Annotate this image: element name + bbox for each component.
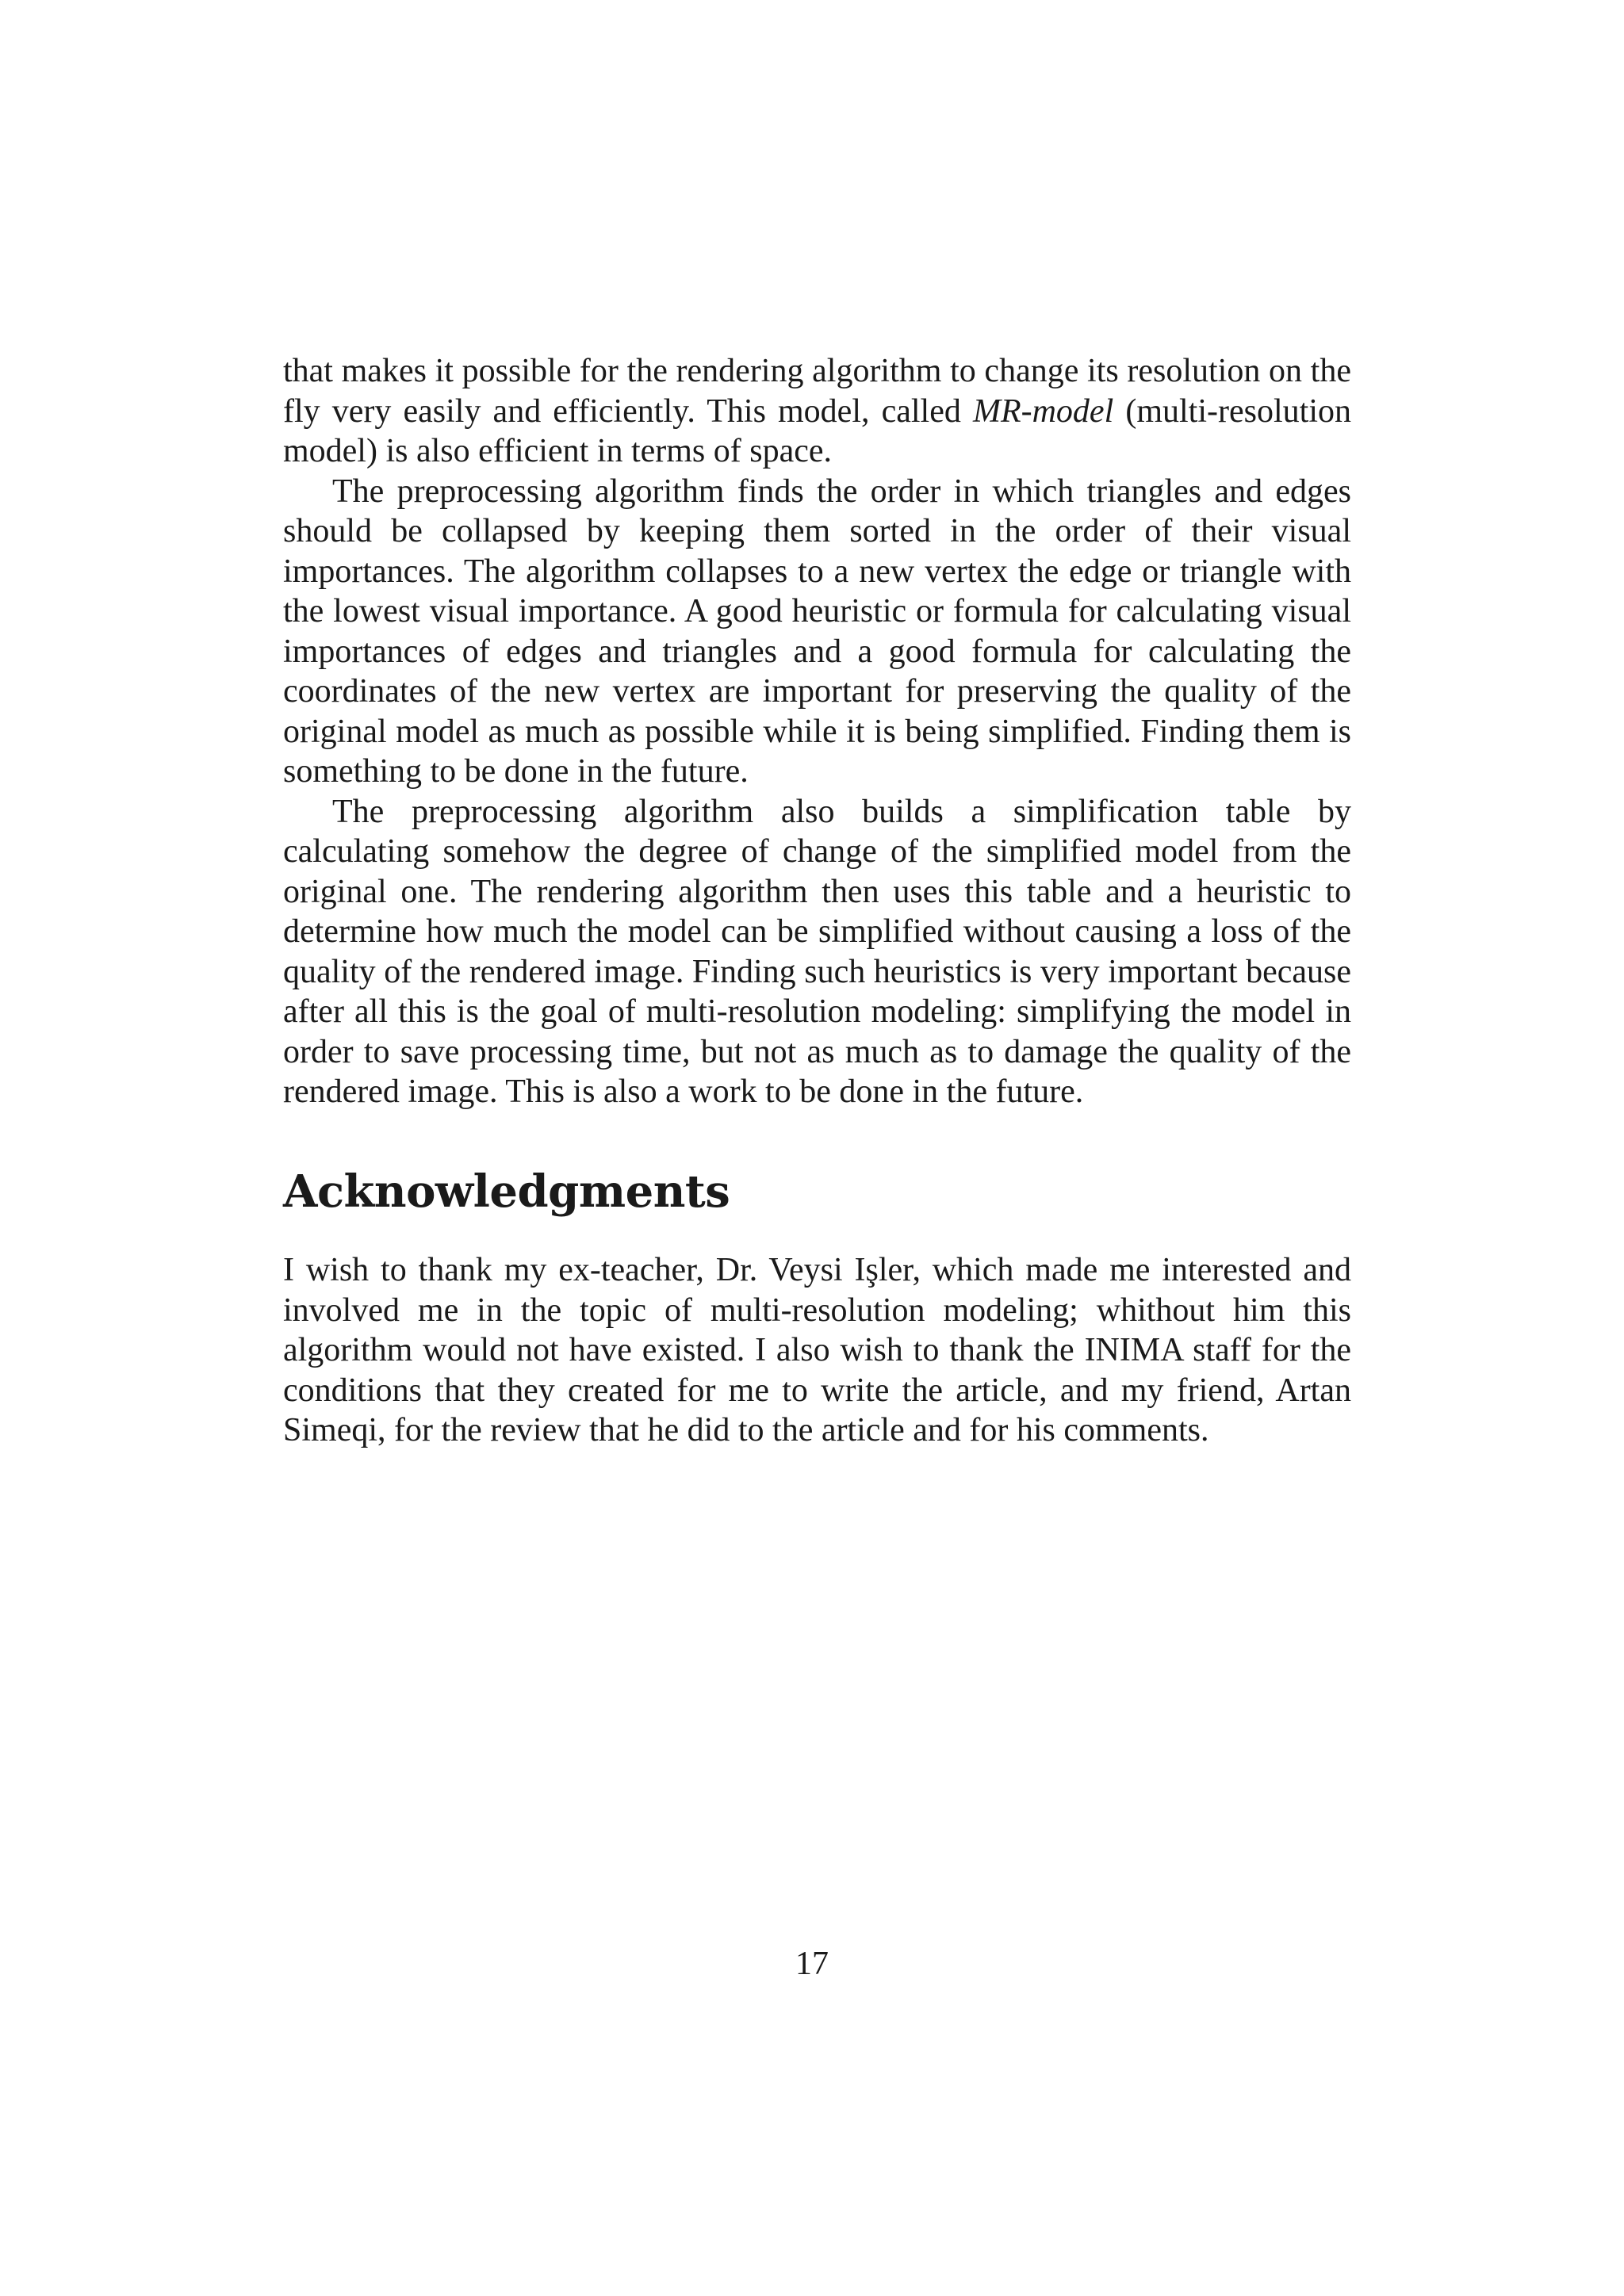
- mr-model-term: MR-model: [972, 392, 1114, 430]
- paragraph-simplification-table: The preprocessing algorithm also builds a simplification table by calculating somehow the degree of change of the simplified model from the original one. The rendering algorithm then uses this table and a heuristic to determine how much the model can be simplified without causing a loss of the quality of the rendered image. Finding such heuristics is very important because after all this is the goal of multi-resolution modeling: simplifying the model in order to save processing time, but not as much as to damage the quality of the rendered image. This is also a work to be done in the future.: [283, 793, 1351, 1110]
- paragraph-preprocessing-order: The preprocessing algorithm finds the order in which triangles and edges should be collapsed by keeping them sorted in the order of their visual importances. The algorithm collapses to a new vertex the edge or triangle with the lowest visual importance. A good heuristic or formula for calculating visual importances of edges and triangles and a good formula for calculating the coordinates of the new vertex are important for preserving the quality of the original model as much as possible while it is being simplified. Finding them is something to be done in the future.: [283, 473, 1351, 790]
- paragraph-mr-model: [283, 351, 1351, 472]
- paragraph-text: that makes it possible for the rendering algorithm to change its resolution on the fly very easily and efficiently. This model, called: [283, 353, 1351, 430]
- body-text: [283, 351, 1351, 1112]
- paragraph-text: (multi-resolution model) is also efficient in terms of space.: [283, 392, 1351, 469]
- acknowledgments-heading: Acknowledgments: [283, 1165, 730, 1218]
- acknowledgments-text: [283, 1250, 1351, 1451]
- acknowledgments-paragraph: I wish to thank my ex-teacher, Dr. Veysi Işler, which made me interested and involved me in the topic of multi-resolution modeling; whithout him this algorithm would not have existed. I also wish to thank the INIMA staff for the conditions that they created for me to write the article, and my friend, Artan Simeqi, for the review that he did to the article and for his comments.: [283, 1252, 1351, 1448]
- page-number: 17: [795, 1946, 829, 1982]
